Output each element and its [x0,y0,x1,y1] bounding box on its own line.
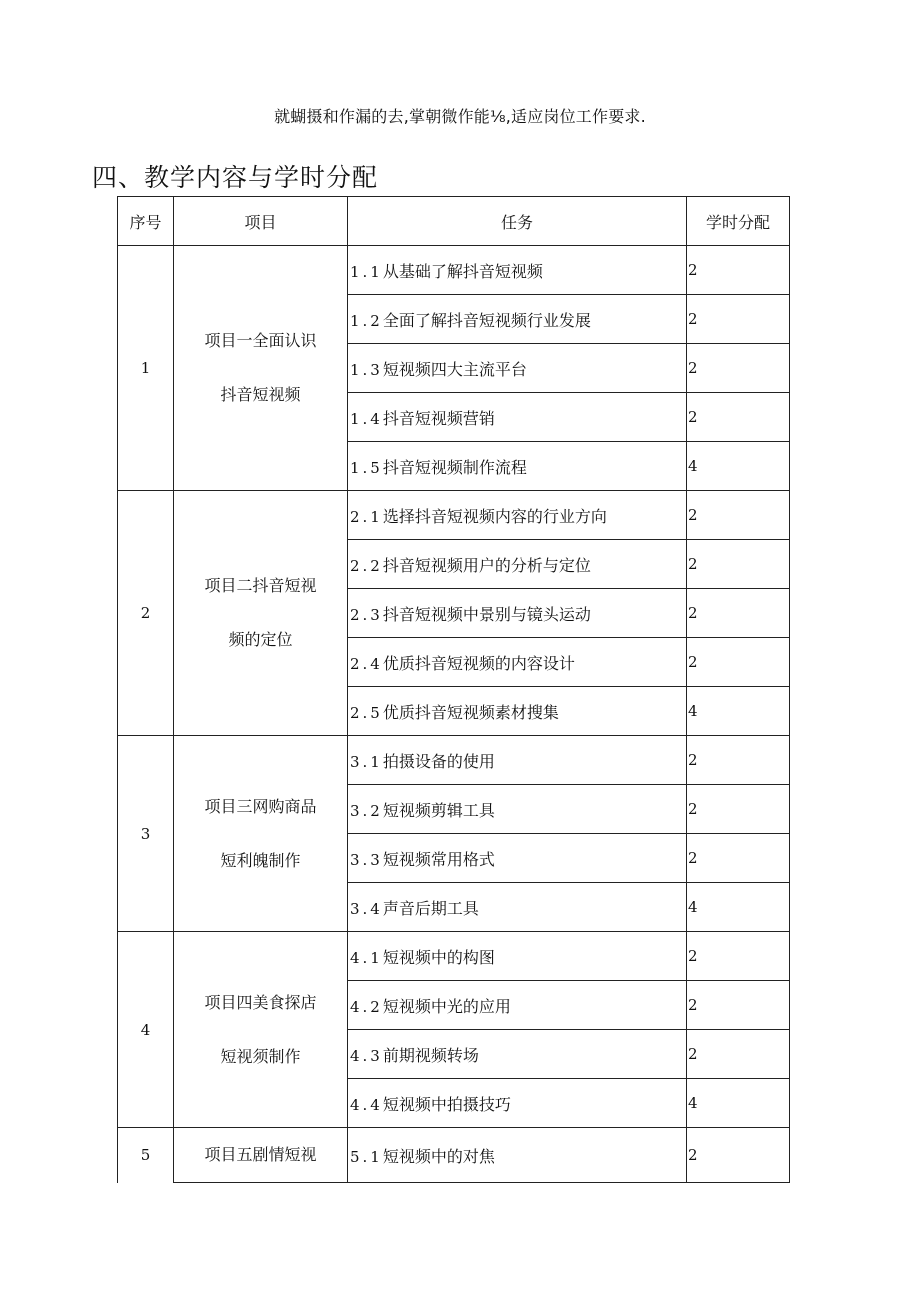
project-cell [174,246,348,491]
hours-cell: 2 [687,344,790,393]
hours-cell: 2 [687,1128,790,1183]
table-body [118,246,790,1183]
task-number: 2.2 [350,556,383,575]
header-task: 任务 [348,197,687,246]
project-cell [174,1128,348,1183]
task-number: 3.2 [350,801,383,820]
hours-cell: 2 [687,295,790,344]
table-row [118,932,790,981]
task-cell [348,981,687,1030]
task-title: 抖音短视频制作流程 [382,457,527,477]
hours-cell: 2 [687,638,790,687]
hours-cell: 4 [687,883,790,932]
hours-cell: 2 [687,540,790,589]
task-cell [348,736,687,785]
task-cell [348,491,687,540]
project-cell [174,491,348,736]
hours-cell: 2 [687,393,790,442]
task-number: 1.2 [350,311,383,330]
task-title: 短视频中的对焦 [382,1146,495,1166]
hours-cell: 2 [687,785,790,834]
project-name-line: 项目四美食探店 [204,992,317,1012]
task-cell [348,442,687,491]
task-cell [348,246,687,295]
task-title: 抖音短视频营销 [382,408,495,428]
hours-cell: 4 [687,687,790,736]
project-name-line: 项目五剧情短视 [204,1145,317,1164]
task-number: 2.1 [350,507,383,526]
hours-cell: 2 [687,981,790,1030]
task-title: 声音后期工具 [382,898,479,918]
schedule-table [117,196,790,1183]
task-cell [348,638,687,687]
hours-cell: 2 [687,491,790,540]
project-cell [174,932,348,1128]
task-number: 1.4 [350,409,383,428]
task-number: 3.4 [350,899,383,918]
seq-cell: 1 [118,246,174,491]
task-number: 1.1 [350,262,383,281]
task-cell [348,393,687,442]
task-cell [348,1079,687,1128]
table-row [118,491,790,540]
task-number: 4.3 [350,1046,383,1065]
project-name-line: 项目二抖音短视 [204,576,317,595]
task-number: 4.2 [350,997,383,1016]
task-cell [348,344,687,393]
task-cell [348,295,687,344]
task-number: 2.4 [350,654,383,673]
project-name-line: 抖音短视频 [220,385,301,404]
table-row [118,1128,790,1183]
task-title: 从基础了解抖音短视频 [382,261,543,281]
task-number: 1.5 [350,458,383,477]
task-title: 全面了解抖音短视频行业发展 [382,310,591,330]
section-heading: 四、教学内容与学时分配 [92,163,379,192]
seq-cell: 4 [118,932,174,1128]
task-title: 短视频剪辑工具 [382,800,495,820]
task-number: 1.3 [350,360,383,379]
task-cell [348,834,687,883]
header-seq: 序号 [118,197,174,246]
task-number: 4.4 [350,1095,383,1114]
task-number: 3.3 [350,850,383,869]
hours-cell: 2 [687,932,790,981]
project-name-line: 短视须制作 [220,1046,301,1066]
task-cell [348,883,687,932]
task-cell [348,1030,687,1079]
seq-cell: 2 [118,491,174,736]
project-name-line: 短利魄制作 [220,850,301,870]
table-row [118,736,790,785]
task-cell [348,687,687,736]
task-cell [348,785,687,834]
task-title: 短视频四大主流平台 [382,359,527,379]
task-title: 优质抖音短视频的内容设计 [382,653,575,673]
task-cell [348,540,687,589]
table-row [118,246,790,295]
task-title: 抖音短视频用户的分析与定位 [382,555,591,575]
table-header-row [118,197,790,246]
hours-cell: 2 [687,246,790,295]
task-title: 优质抖音短视频素材搜集 [382,702,559,722]
task-title: 短视频中光的应用 [382,996,511,1016]
task-title: 抖音短视频中景别与镜头运动 [382,604,591,624]
seq-cell: 5 [118,1128,174,1183]
task-cell [348,1128,687,1183]
intro-paragraph: 就蝴摄和作漏的去,掌朝微作能⅛,适应岗位工作要求. [274,107,646,126]
task-number: 4.1 [350,948,383,967]
project-cell [174,736,348,932]
task-title: 短视频中拍摄技巧 [382,1094,511,1114]
hours-cell: 4 [687,1079,790,1128]
task-title: 选择抖音短视频内容的行业方向 [382,506,607,526]
task-number: 5.1 [350,1147,383,1166]
task-number: 2.5 [350,703,383,722]
project-name-line: 频的定位 [228,630,293,649]
hours-cell: 2 [687,834,790,883]
project-name-line: 项目一全面认识 [204,331,317,350]
task-cell [348,589,687,638]
task-cell [348,932,687,981]
hours-cell: 2 [687,589,790,638]
seq-cell: 3 [118,736,174,932]
task-number: 2.3 [350,605,383,624]
task-title: 拍摄设备的使用 [382,751,495,771]
task-title: 短视频中的构图 [382,947,495,967]
task-number: 3.1 [350,752,383,771]
header-project: 项目 [174,197,348,246]
task-title: 短视频常用格式 [382,849,495,869]
hours-cell: 2 [687,736,790,785]
hours-cell: 4 [687,442,790,491]
project-name-line: 项目三网购商品 [204,796,317,816]
task-title: 前期视频转场 [382,1045,479,1065]
header-hours: 学时分配 [687,197,790,246]
hours-cell: 2 [687,1030,790,1079]
